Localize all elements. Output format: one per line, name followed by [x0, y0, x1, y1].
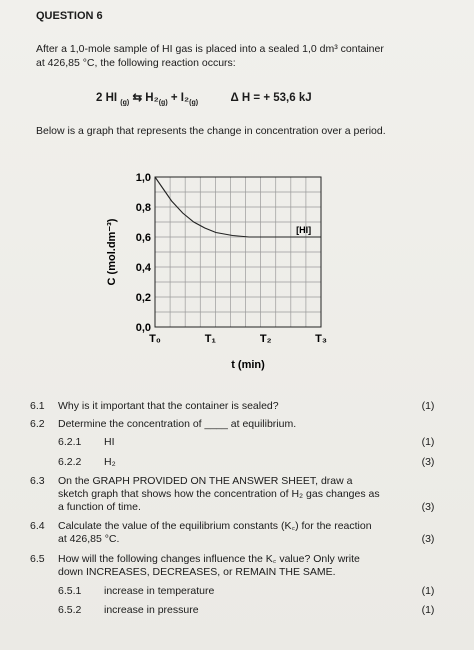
- y-tick-label: 0,2: [135, 292, 151, 304]
- product-1: H₂: [145, 92, 159, 104]
- product-2-state: (g): [189, 99, 199, 107]
- marks: (1): [421, 436, 435, 448]
- x-tick-label: T₁: [204, 333, 216, 345]
- marks: (3): [421, 533, 435, 545]
- reactant: 2 HI: [96, 92, 118, 104]
- y-tick-label: 0,4: [135, 262, 151, 274]
- x-axis-label: t (min): [231, 359, 265, 371]
- question-6-5-1: [58, 585, 215, 598]
- question-text-line-1: On the GRAPH PROVIDED ON THE ANSWER SHEET, draw a: [58, 475, 353, 487]
- question-number: 6.3: [30, 475, 45, 487]
- question-text: HI: [104, 436, 115, 448]
- question-number: 6.5: [30, 553, 45, 565]
- graph-intro: Below is a graph that represents the change in concentration over a period.: [36, 125, 386, 137]
- question-text: increase in pressure: [104, 604, 199, 616]
- reaction-equation: [96, 90, 312, 106]
- question-number: 6.4: [30, 520, 45, 532]
- marks: (3): [421, 501, 435, 513]
- question-number: 6.2: [30, 418, 45, 430]
- enthalpy-change: Δ H = + 53,6 kJ: [230, 92, 312, 104]
- intro-line-1: After a 1,0-mole sample of HI gas is placed into a sealed 1,0 dm³ container: [36, 43, 384, 55]
- series-annotation: [HI]: [296, 225, 312, 235]
- question-text-line-3: a function of time.: [58, 501, 141, 513]
- question-text-line-2: sketch graph that shows how the concentration of H₂ gas changes as: [58, 488, 380, 500]
- x-tick-label: T₀: [149, 333, 161, 345]
- question-text-line-1: Calculate the value of the equilibrium constants (K꜀) for the reaction: [58, 520, 372, 532]
- question-6-2: [30, 418, 297, 431]
- question-text-line-2: down INCREASES, DECREASES, or REMAIN THE SAME.: [58, 566, 336, 578]
- y-tick-label: 0,8: [135, 202, 151, 214]
- question-text: H₂: [104, 456, 116, 468]
- equilibrium-arrow: ⇆: [132, 92, 143, 104]
- reactant-state: (g): [120, 99, 130, 107]
- intro-text: [36, 42, 456, 70]
- question-6-2-2: [58, 456, 116, 469]
- question-number: 6.1: [30, 400, 45, 412]
- plus-sign: +: [170, 92, 178, 104]
- y-tick-label: 0,0: [135, 322, 151, 334]
- question-text: Determine the concentration of ____ at equilibrium.: [58, 418, 297, 430]
- question-6-5-2: [58, 604, 199, 617]
- question-6-3: [30, 475, 380, 513]
- question-number: 6.5.1: [58, 585, 82, 597]
- question-text: increase in temperature: [104, 585, 215, 597]
- x-tick-label: T₂: [259, 333, 272, 345]
- x-tick-labels: [149, 333, 327, 345]
- question-title: QUESTION 6: [36, 10, 103, 22]
- question-text-line-1: How will the following changes influence the K꜀ value? Only write: [58, 553, 360, 565]
- question-6-2-1: [58, 436, 115, 449]
- chart-grid: [155, 177, 321, 327]
- x-tick-label: T₃: [315, 333, 327, 345]
- question-6-5: [30, 553, 360, 578]
- y-tick-labels: [136, 172, 152, 334]
- concentration-chart: [90, 160, 350, 375]
- marks: (1): [421, 400, 435, 412]
- question-number: 6.2.1: [58, 436, 82, 448]
- y-tick-label: 1,0: [135, 172, 151, 184]
- question-text: Why is it important that the container is sealed?: [58, 400, 279, 412]
- product-1-state: (g): [158, 99, 168, 107]
- question-6-1: [30, 400, 279, 413]
- question-number: 6.2.2: [58, 456, 82, 468]
- product-2: I₂: [180, 92, 190, 104]
- y-axis-label: C (mol.dm⁻³): [106, 218, 118, 286]
- question-number: 6.5.2: [58, 604, 82, 616]
- marks: (1): [421, 604, 435, 616]
- marks: (3): [421, 456, 435, 468]
- marks: (1): [421, 585, 435, 597]
- question-text-line-2: at 426,85 °C.: [58, 533, 120, 545]
- intro-line-2: at 426,85 °C, the following reaction occurs:: [36, 57, 236, 69]
- question-6-4: [30, 520, 372, 545]
- y-tick-label: 0,6: [135, 232, 151, 244]
